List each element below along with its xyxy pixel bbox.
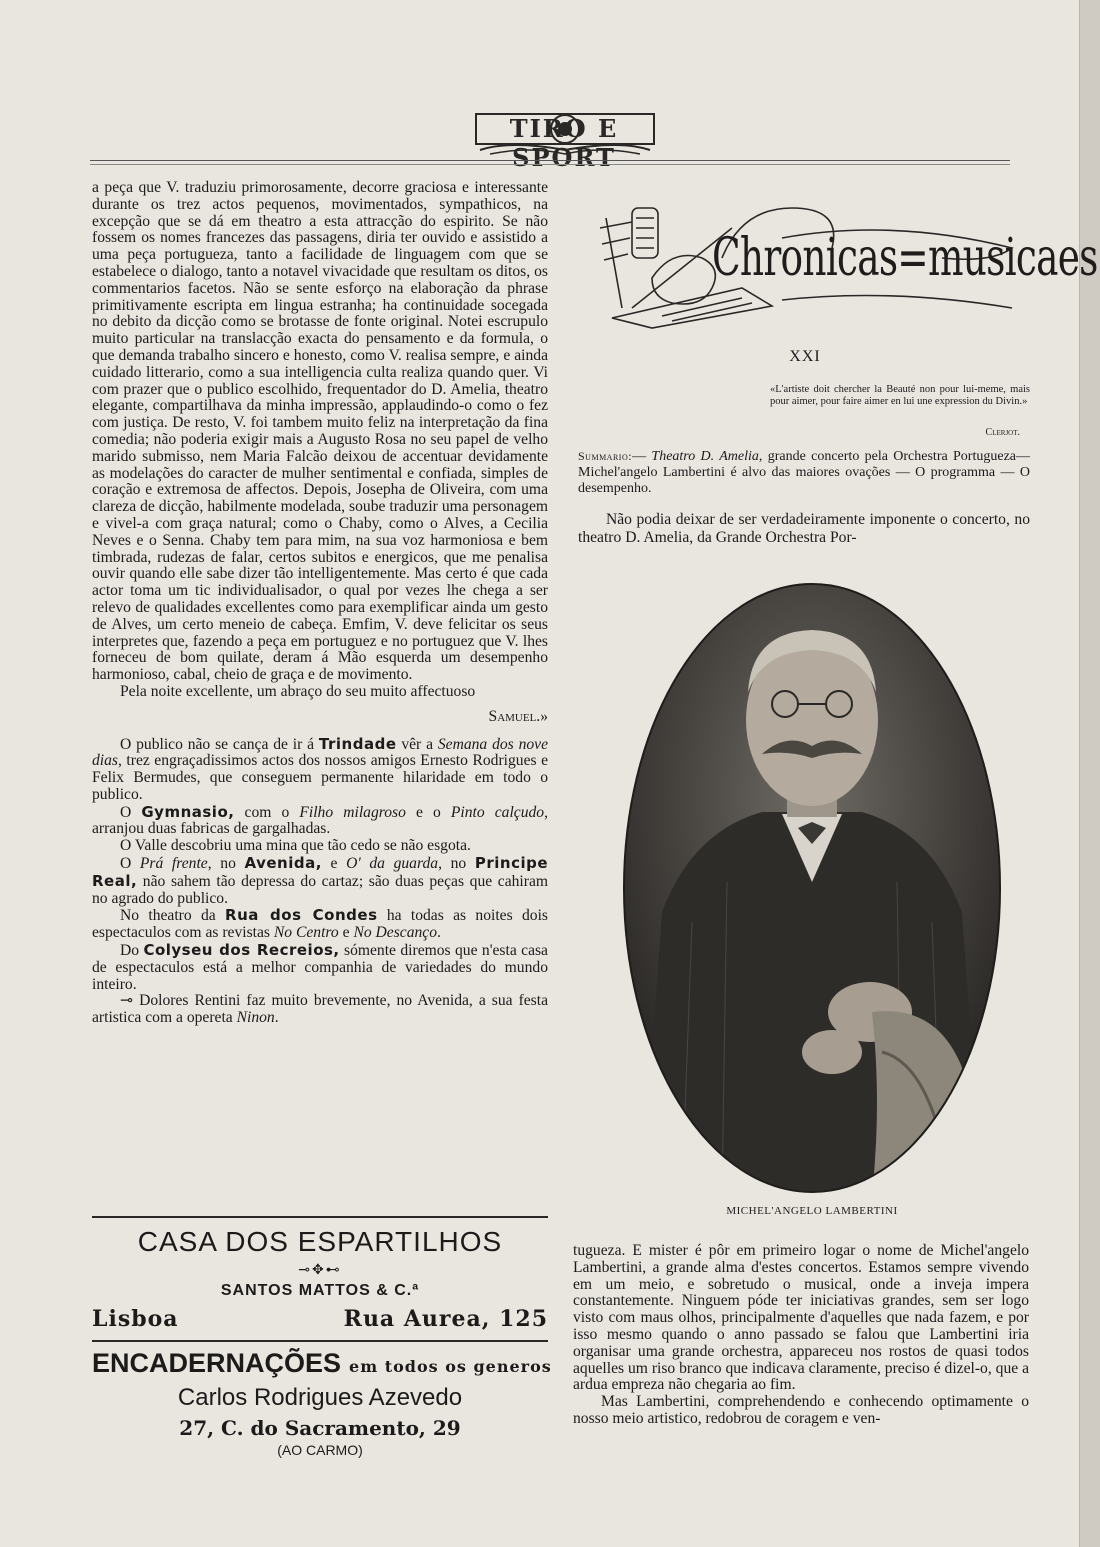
colyseu-paragraph: Do Colyseu dos Recreios, sómente diremos que n'esta casa de espectaculos está a melhor companhia de variedades do mundo inteiro. [92, 941, 548, 993]
portrait-photo [622, 582, 1002, 1194]
advert-rule [92, 1216, 548, 1218]
theatre-name: Avenida, [244, 854, 322, 873]
advert-corset-title: CASA DOS ESPARTILHOS [137, 1226, 503, 1257]
advert-city: Lisboa [92, 1306, 179, 1332]
advert-rule [92, 1340, 548, 1342]
epigraph-author: Clerjot. [985, 427, 1020, 438]
portrait-caption: MICHEL'ANGELO LAMBERTINI [726, 1205, 898, 1217]
advert-firm: SANTOS MATTOS & C.ª [220, 1282, 420, 1299]
advert-binding-title: ENCADERNAÇÕES em todos os generos [92, 1348, 552, 1378]
gymnasio-paragraph: O Gymnasio, com o Filho milagroso e o Pinto calçudo, arranjou duas fabricas de gargalhadas. [92, 802, 549, 838]
epigraph: «L'artiste doit chercher la Beauté non pour lui-meme, mais pour aimer, pour faire aimer en lui une expression du Divin.» [770, 384, 1030, 407]
header-rule-secondary [90, 164, 1010, 165]
theatre-name: Principe Real, [92, 854, 549, 890]
chronicle-intro: Não podia deixar de ser verdadeiramente imponente o concerto, no theatro D. Amelia, da Grande Orchestra Por- [578, 511, 1030, 546]
rentini-paragraph: ⊸ Dolores Rentini faz muito brevemente, no Avenida, a sua festa artistica com a opereta Ninon. [92, 992, 549, 1027]
advert-binder-address: 27, C. do Sacramento, 29 [179, 1416, 461, 1440]
section-title: Chronicas=musicaes [712, 228, 1098, 288]
masthead-title: TIRO E SPORT [509, 114, 619, 172]
theatre-name: Gymnasio, [141, 802, 235, 821]
advert-binder-name: Carlos Rodrigues Azevedo [177, 1384, 463, 1411]
section-header [592, 188, 1098, 338]
masthead-logo [470, 110, 660, 172]
trindade-paragraph: O publico não se cança de ir á Trindade vêr a Semana dos nove dias, trez engraçadissimos actos dos nossos amigos Ernesto Rodrigues e Felix Bermudes, que conseguem permanente hilaridade em todo o publico. [92, 734, 549, 803]
hand-pointer-icon: ⊸ [120, 992, 140, 1010]
letter-signature: Samuel.» [488, 707, 548, 725]
summary-label: Summario: [578, 449, 633, 463]
portrait-image [622, 582, 1002, 1194]
condes-paragraph: No theatro da Rua dos Condes ha todas as noites dois espectaculos com as revistas No Centro e No Descanço. [92, 906, 548, 942]
advert-binder-note: (AO CARMO) [277, 1442, 363, 1458]
avenida-paragraph: O Prá frente, no Avenida, e O' da guarda, no Principe Real, não sahem tão depressa do cartaz; são duas peças que cahiram no agrado do publico. [92, 854, 549, 907]
letter-closing: Pela noite excellente, um abraço do seu muito affectuoso [120, 682, 476, 700]
summary: Summario:— Theatro D. Amelia, grande concerto pela Orchestra Portugueza—Michel'angelo Lambertini é alvo das maiores ovações — O programma — O desempenho. [578, 449, 1030, 496]
valle-paragraph: O Valle descobriu uma mina que tão cedo se não esgota. [120, 837, 471, 855]
theatre-name: Trindade [318, 734, 397, 753]
left-column [92, 180, 548, 1027]
theatre-name: Colyseu dos Recreios, [143, 941, 340, 960]
header-rule [90, 160, 1010, 161]
chronicle-number: XXI [789, 348, 821, 365]
ornament-icon: ⊸✥⊷ [298, 1263, 342, 1278]
continuation-paragraph: tugueza. E mister é pôr em primeiro logar o nome de Michel'angelo Lambertini, a grande alma d'estes concertos. Estamos sempre vivendo em um meio, e sobretudo o musical, onde a inveja impera constantemente. Ninguem póde ter iniciativas grandes, sem ser logo visto com maus olhos, principalmente d'aquelles que nada fazem, e por isso mesmo quando o anno passado se falou que Lambertini iria organisar uma grande orchestra, appareceu nos rostos de quasi todos aquelles um riso branco que indicava claramente, preciso é dizel-o, que a ardua empreza não chegaria ao fim. [573, 1242, 1029, 1394]
advert-street: Rua Aurea, 125 [343, 1306, 548, 1332]
theatre-name: Rua dos Condes [225, 906, 378, 925]
continuation-paragraph: Mas Lambertini, comprehendendo e conhecendo optimamente o nosso meio artistico, redobrou de coragem e ven- [573, 1393, 1029, 1427]
chronicle-continuation [573, 1243, 1029, 1428]
letter-paragraph: a peça que V. traduziu primorosamente, decorre graciosa e interessante durante os trez actos pequenos, movimentados, sympathicos, na excepção que se dá em theatro a esta attracção do espirito. Se não fossem os nomes francezes das passagens, diria ter ouvido e assistido a uma peça portugueza, tanto a facilidade de linguagem com que se estabelece o dialogo, tanto a notavel vivacidade que resultam os ditos, os commentarios facetos. Não se sente esforço na elaboração da phrase primitivamente escripta em lingua estranha; ha continuidade socegada no debito da dicção como se brotasse de fonte original. Notei escrupulo muito particular na translacção exacta do pensamento e da formula, o que demanda trabalho sincero e honesto, como V. realisa sempre, e ainda cuidado litterario, como a sua intelligencia culta realiza quando quer. Vi com prazer que o publico escolhido, frequentador do D. Amelia, theatro elegante, compartilhava da minha impressão, applaudindo-o como o fez com justiça. De resto, V. foi tambem muito feliz na interpretação da fina comedia; não poderia exigir mais a Augusto Rosa no seu papel de velho marido submisso, nem Maria Falcão deixou de accentuar devidamente as modelações do caracter de mulher sentimental e confiada, simples de coração e extremosa de affectos. Depois, Josepha de Oliveira, com uma clareza de dicção, habilmente modelada, soube traduzir uma personagem e vivel-a com graça natural; como o Chaby, como o Alves, a Cecilia Neves e o Senna. Chaby tem para mim, na sua voz harmoniosa e bem timbrada, rudezas de falar, certos subitos e energicos, que me penalisa ouvir quando elle sabe dizer tão intelligentemente. Mas certo é que cada actor toma um tic individualisador, o qual por vezes lhe chega a ser relevo de qualidades excellentes como para exemplificar ainda um gesto de Alves, um certo meneio de cabeça. Emfim, V. deve felicitar os seus interpretes que, fazendo a peça em portuguez e no portuguez que V. lhes forneceu de bom quilate, deram á Mão esquerda um desempenho harmonioso, cabal, cheio de graça e de movimento. [92, 179, 548, 684]
